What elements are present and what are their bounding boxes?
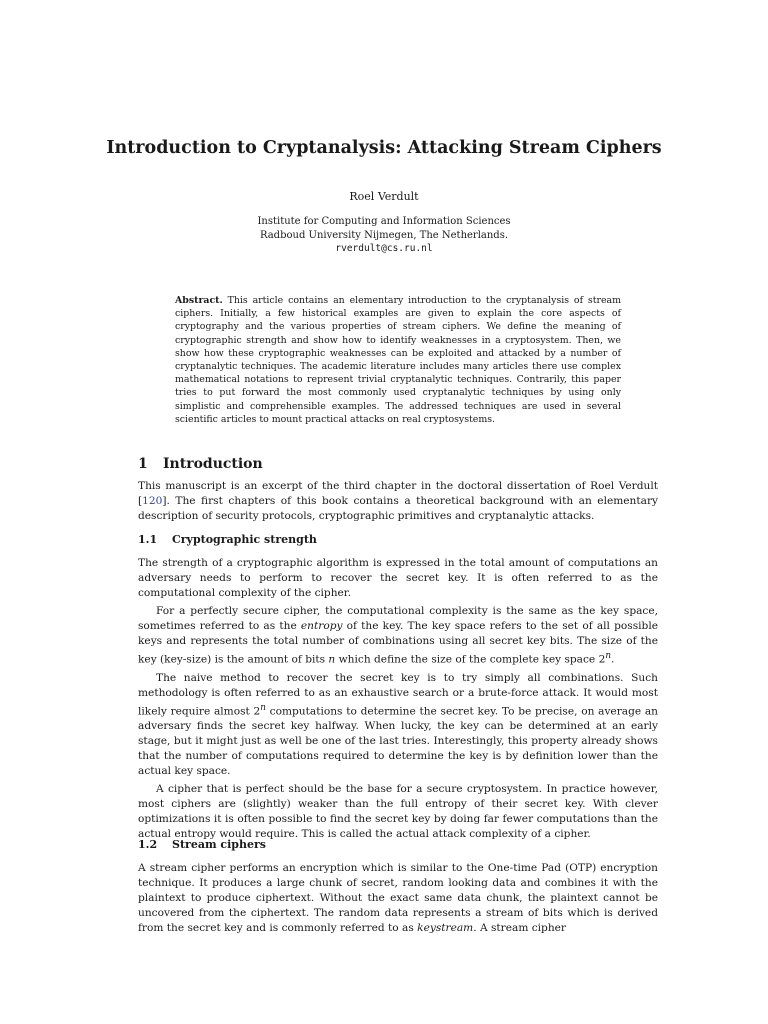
abstract-text: This article contains an elementary introduction to the cryptanalysis of stream ciphers. Initially, a few historical examples are given to explain the core aspects of cryptography and the various properties of stream ciphers. We define the meaning of cryptographic strength and show how to identify weaknesses in a cryptosystem. Then, we show how these cryptographic weaknesses can be exploited and attacked by a number of cryptanalytic techniques. The academic literature includes many articles there use complex mathematical notations to represent trivial cryptanalytic techniques. Contrarily, this paper tries to put forward the most commonly used cryptanalytic techniques by using only simplistic and comprehensible examples. The addressed techniques are used in several scientific articles to mount practical attacks on real cryptosystems. <box>175 295 621 425</box>
paragraph <box>138 671 658 780</box>
section-title: Introduction <box>163 456 263 472</box>
paragraph <box>138 604 658 668</box>
subsection-heading-cryptographic-strength <box>138 533 317 546</box>
math-var: n <box>328 653 336 666</box>
affiliation-line-1: Institute for Computing and Information Sciences <box>257 216 511 227</box>
paragraph: A cipher that is perfect should be the base for a secure cryptosystem. In practice however, most ciphers are (slightly) weaker than the full entropy of their secret key. With clever optimizations it is often possible to find the secret key by doing far fewer computations than the actual entropy would require. This is called the actual attack complexity of a cipher. <box>138 783 658 841</box>
text-run: . A stream cipher <box>473 922 566 934</box>
subsection-number: 1.1 <box>138 533 158 546</box>
text-run: For a perfectly secure cipher, the computational complexity is the same as the key space, sometimes referred to as the <box>138 605 658 632</box>
paragraph <box>138 861 658 936</box>
intro-text-b: ]. The first chapters of this book contains a theoretical background with an elementary description of security protocols, cryptographic primitives and cryptanalytic attacks. <box>138 495 658 522</box>
abstract <box>175 294 621 426</box>
text-run: of the key. The key space refers to the set of all possible keys and represents the total number of combinations using all secret key bits. The size of the key (key-size) is the amount of bits <box>138 620 658 666</box>
cryptographic-strength-text <box>138 556 658 842</box>
text-run: The naive method to recover the secret key is to try simply all combinations. Such methodology is often referred to as an exhaustive search or a brute-force attack. It would most likely require almost 2 <box>138 671 658 718</box>
section-heading-introduction <box>138 456 263 472</box>
affiliation <box>0 215 768 256</box>
intro-text-a: This manuscript is an excerpt of the third chapter in the doctoral dissertation of Roel Verdult [ <box>138 480 658 507</box>
math-exponent: n <box>605 651 612 661</box>
intro-paragraph <box>138 479 658 524</box>
emphasis: entropy <box>300 620 343 632</box>
text-run: . <box>611 653 615 666</box>
subsection-heading-stream-ciphers <box>138 838 266 851</box>
section-number: 1 <box>138 456 148 472</box>
emphasis: keystream <box>417 922 474 934</box>
math-exponent: n <box>260 702 266 713</box>
affiliation-line-2: Radboud University Nijmegen, The Netherlands. <box>259 229 509 241</box>
text-run: A stream cipher performs an encryption which is similar to the One-time Pad (OTP) encryption technique. It produces a large chunk of secret, random looking data and combines it with the plaintext to produce ciphertext. Without the exact same data chunk, the plaintext cannot be uncovered from the ciphertext. The random data represents a stream of bits which is derived from the secret key and is commonly referred to as <box>138 862 658 934</box>
subsection-title: Cryptographic strength <box>172 533 317 546</box>
citation-link[interactable]: 120 <box>142 495 163 507</box>
subsection-number: 1.2 <box>138 838 158 851</box>
abstract-label: Abstract. <box>175 295 223 306</box>
subsection-title: Stream ciphers <box>172 838 266 851</box>
author-email[interactable]: rverdult@cs.ru.nl <box>335 243 433 254</box>
stream-ciphers-text <box>138 861 658 936</box>
text-run: computations to determine the secret key. To be precise, on average an adversary finds the secret key halfway. When lucky, the key can be determined at an early stage, but it might just as well be one of the last tries. Interestingly, this property already shows that the number of computations required to determine the key is by definition lower than the actual key space. <box>138 705 658 778</box>
paper-title: Introduction to Cryptanalysis: Attacking Stream Ciphers <box>106 138 662 158</box>
author-name: Roel Verdult <box>349 190 419 203</box>
text-run: which define the size of the complete key space 2 <box>335 653 606 666</box>
paragraph: The strength of a cryptographic algorithm is expressed in the total amount of computations an adversary needs to perform to recover the secret key. It is often referred to as the computational complexity of the cipher. <box>138 557 658 599</box>
